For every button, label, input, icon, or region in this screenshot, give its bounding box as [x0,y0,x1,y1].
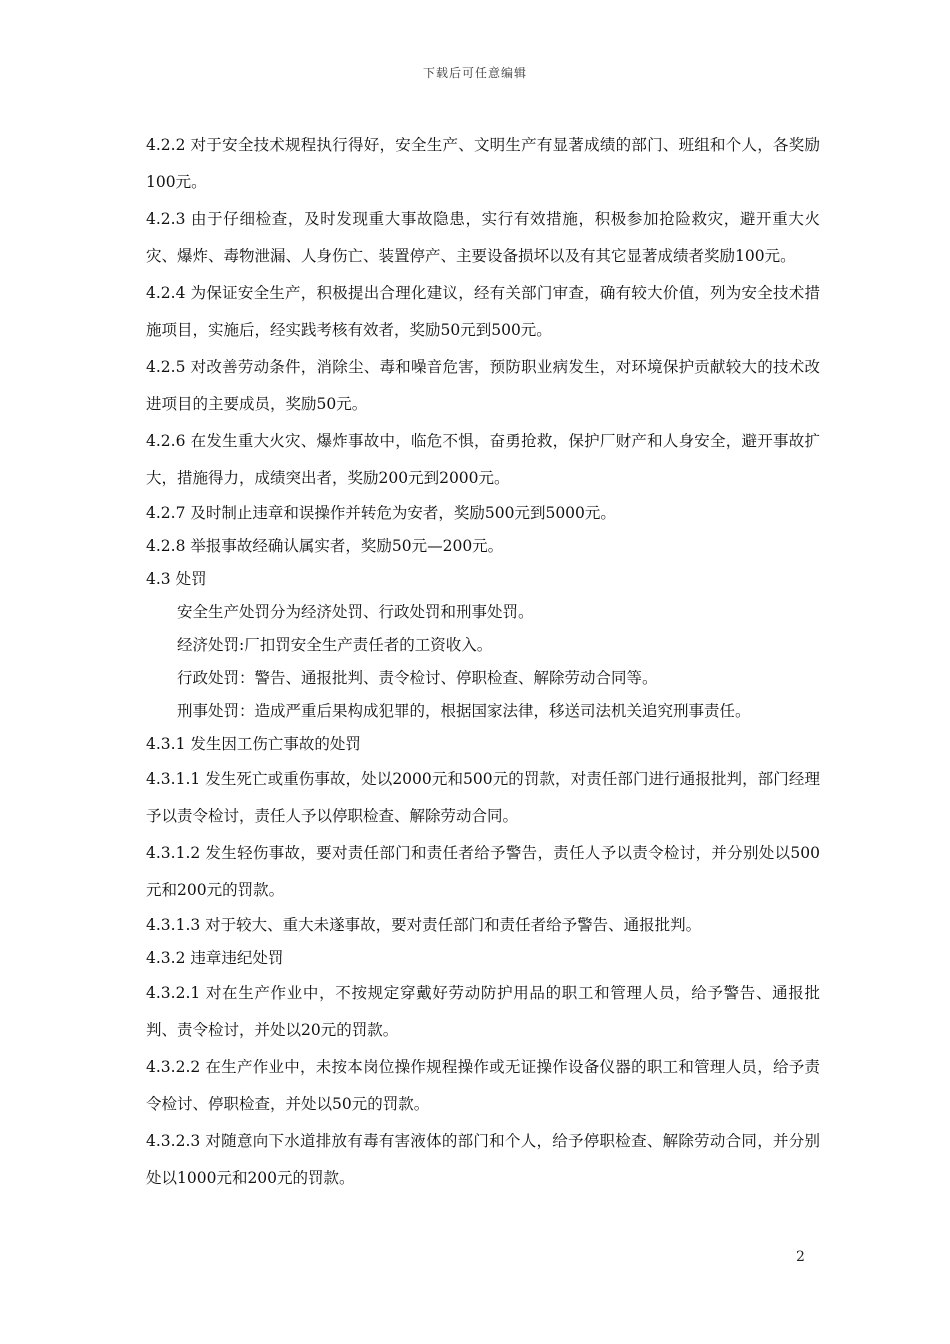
paragraph-4-2-7: 4.2.7 及时制止违章和误操作并转危为安者，奖励500元到5000元。 [146,504,616,522]
paragraph-4-2-6: 4.2.6 在发生重大火灾、爆炸事故中，临危不惧，奋勇抢救，保护厂财产和人身安全，避开事故扩大，措施得力，成绩突出者，奖励200元到2000元。 [146,432,820,487]
section-heading-4-3-1: 4.3.1 发生因工伤亡事故的处罚 [146,735,361,753]
paragraph-4-2-3: 4.2.3 由于仔细检查，及时发现重大事故隐患，实行有效措施，积极参加抢险救灾，避开重大火灾、爆炸、毒物泄漏、人身伤亡、装置停产、主要设备损坏以及有其它显著成绩者奖励100元。 [146,210,820,265]
paragraph-4-3-2-1: 4.3.2.1 对在生产作业中，不按规定穿戴好劳动防护用品的职工和管理人员，给予警告、通报批判、责令检讨，并处以20元的罚款。 [146,984,820,1039]
section-heading-4-3: 4.3 处罚 [146,570,207,588]
paragraph-4-2-2: 4.2.2 对于安全技术规程执行得好，安全生产、文明生产有显著成绩的部门、班组和个人，各奖励100元。 [146,136,820,191]
paragraph-4-3-2-2: 4.3.2.2 在生产作业中，未按本岗位操作规程操作或无证操作设备仪器的职工和管理人员，给予责令检讨、停职检查，并处以50元的罚款。 [146,1058,820,1113]
document-body [146,127,820,1197]
paragraph-4-3-1-1: 4.3.1.1 发生死亡或重伤事故，处以2000元和500元的罚款，对责任部门进行通报批判，部门经理予以责令检讨，责任人予以停职检查、解除劳动合同。 [146,770,820,825]
paragraph-4-3-1-2: 4.3.1.2 发生轻伤事故，要对责任部门和责任者给予警告，责任人予以责令检讨，并分别处以500元和200元的罚款。 [146,844,820,899]
paragraph-4-2-5: 4.2.5 对改善劳动条件，消除尘、毒和噪音危害，预防职业病发生，对环境保护贡献较大的技术改进项目的主要成员，奖励50元。 [146,358,820,413]
paragraph-4-2-4: 4.2.4 为保证安全生产，积极提出合理化建议，经有关部门审查，确有较大价值，列为安全技术措施项目，实施后，经实践考核有效者，奖励50元到500元。 [146,284,820,339]
penalty-types-intro: 安全生产处罚分为经济处罚、行政处罚和刑事处罚。 [177,603,534,621]
page-header: 下载后可任意编辑 [422,66,527,80]
page-number: 2 [796,1249,805,1265]
section-heading-4-3-2: 4.3.2 违章违纪处罚 [146,949,284,967]
criminal-penalty: 刑事处罚：造成严重后果构成犯罪的，根据国家法律，移送司法机关追究刑事责任。 [177,702,751,720]
economic-penalty: 经济处罚:厂扣罚安全生产责任者的工资收入。 [177,636,493,654]
paragraph-4-3-1-3: 4.3.1.3 对于较大、重大未遂事故，要对责任部门和责任者给予警告、通报批判。 [146,916,702,934]
paragraph-4-3-2-3: 4.3.2.3 对随意向下水道排放有毒有害液体的部门和个人，给予停职检查、解除劳动合同，并分别处以1000元和200元的罚款。 [146,1132,820,1187]
administrative-penalty: 行政处罚：警告、通报批判、责令检讨、停职检查、解除劳动合同等。 [177,669,658,687]
paragraph-4-2-8: 4.2.8 举报事故经确认属实者，奖励50元—200元。 [146,537,504,555]
